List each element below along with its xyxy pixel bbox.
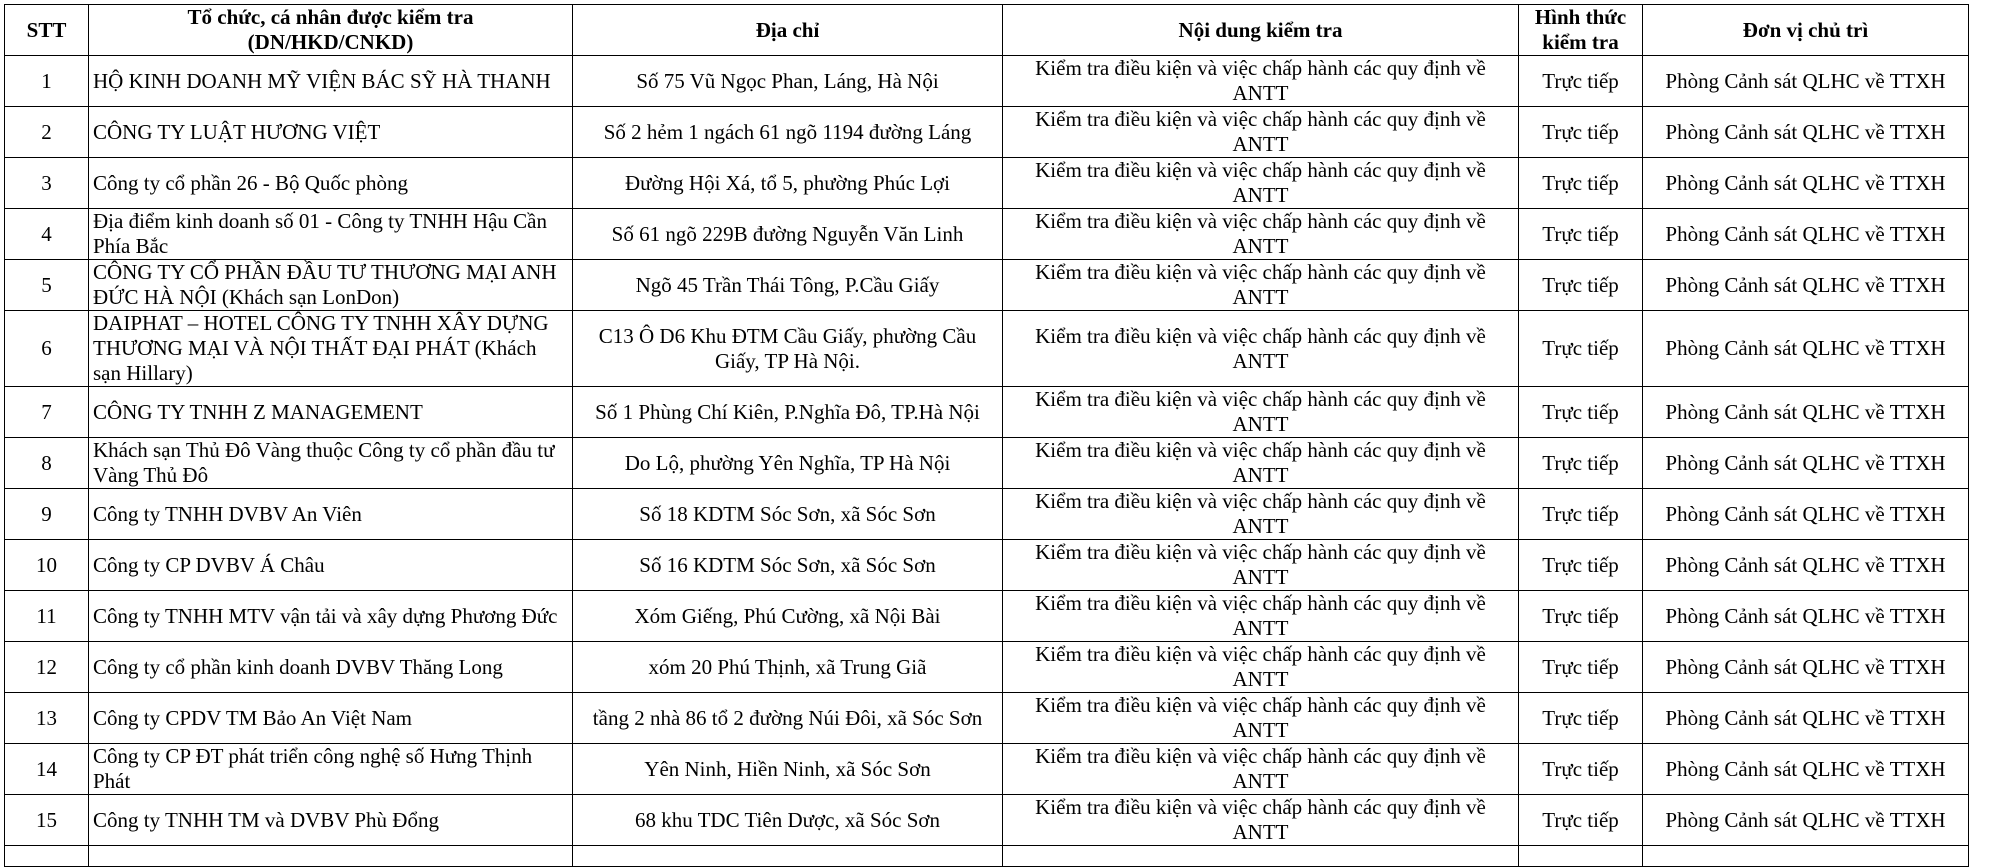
row-content: Kiểm tra điều kiện và việc chấp hành các quy định về ANTT xyxy=(1003,56,1519,107)
row-unit: Phòng Cảnh sát QLHC về TTXH xyxy=(1643,311,1969,387)
row-unit: Phòng Cảnh sát QLHC về TTXH xyxy=(1643,438,1969,489)
header-content xyxy=(1003,5,1519,56)
row-form: Trực tiếp xyxy=(1519,693,1643,744)
header-entity-line2: (DN/HKD/CNKD) xyxy=(247,30,414,54)
row-form: Trực tiếp xyxy=(1519,591,1643,642)
row-content: Kiểm tra điều kiện và việc chấp hành các quy định về ANTT xyxy=(1003,693,1519,744)
table-row xyxy=(5,107,1969,158)
row-entity-name: Công ty CPDV TM Bảo An Việt Nam xyxy=(89,693,573,744)
table-row xyxy=(5,387,1969,438)
row-content: Kiểm tra điều kiện và việc chấp hành các quy định về ANTT xyxy=(1003,744,1519,795)
table-row xyxy=(5,489,1969,540)
empty-cell xyxy=(5,846,89,867)
row-entity-name: CÔNG TY LUẬT HƯƠNG VIỆT xyxy=(89,107,573,158)
row-form: Trực tiếp xyxy=(1519,795,1643,846)
row-address: Số 2 hẻm 1 ngách 61 ngõ 1194 đường Láng xyxy=(573,107,1003,158)
row-address: 68 khu TDC Tiên Dược, xã Sóc Sơn xyxy=(573,795,1003,846)
row-unit: Phòng Cảnh sát QLHC về TTXH xyxy=(1643,489,1969,540)
table-row xyxy=(5,158,1969,209)
row-unit: Phòng Cảnh sát QLHC về TTXH xyxy=(1643,642,1969,693)
row-content: Kiểm tra điều kiện và việc chấp hành các quy định về ANTT xyxy=(1003,489,1519,540)
row-stt: 11 xyxy=(5,591,89,642)
header-content-label: Nội dung kiểm tra xyxy=(1178,17,1343,42)
row-stt: 3 xyxy=(5,158,89,209)
row-stt: 6 xyxy=(5,311,89,387)
table-row xyxy=(5,591,1969,642)
row-content: Kiểm tra điều kiện và việc chấp hành các quy định về ANTT xyxy=(1003,438,1519,489)
row-unit: Phòng Cảnh sát QLHC về TTXH xyxy=(1643,260,1969,311)
row-stt: 12 xyxy=(5,642,89,693)
row-entity-name: HỘ KINH DOANH MỸ VIỆN BÁC SỸ HÀ THANH xyxy=(89,56,573,107)
row-stt: 2 xyxy=(5,107,89,158)
empty-cell xyxy=(89,846,573,867)
row-address: Số 18 KDTM Sóc Sơn, xã Sóc Sơn xyxy=(573,489,1003,540)
row-entity-name: Công ty TNHH MTV vận tải và xây dựng Phương Đức xyxy=(89,591,573,642)
row-stt: 15 xyxy=(5,795,89,846)
row-unit: Phòng Cảnh sát QLHC về TTXH xyxy=(1643,591,1969,642)
row-form: Trực tiếp xyxy=(1519,56,1643,107)
row-stt: 9 xyxy=(5,489,89,540)
row-form: Trực tiếp xyxy=(1519,209,1643,260)
row-stt: 8 xyxy=(5,438,89,489)
header-unit-label: Đơn vị chủ trì xyxy=(1742,17,1869,42)
header-address xyxy=(573,5,1003,56)
empty-cell xyxy=(1643,846,1969,867)
row-unit: Phòng Cảnh sát QLHC về TTXH xyxy=(1643,107,1969,158)
table-row xyxy=(5,209,1969,260)
row-content: Kiểm tra điều kiện và việc chấp hành các quy định về ANTT xyxy=(1003,795,1519,846)
table-row xyxy=(5,260,1969,311)
row-entity-name: CÔNG TY TNHH Z MANAGEMENT xyxy=(89,387,573,438)
row-address: Do Lộ, phường Yên Nghĩa, TP Hà Nội xyxy=(573,438,1003,489)
row-stt: 14 xyxy=(5,744,89,795)
row-content: Kiểm tra điều kiện và việc chấp hành các quy định về ANTT xyxy=(1003,107,1519,158)
row-address: xóm 20 Phú Thịnh, xã Trung Giã xyxy=(573,642,1003,693)
row-stt: 1 xyxy=(5,56,89,107)
row-address: Số 61 ngõ 229B đường Nguyễn Văn Linh xyxy=(573,209,1003,260)
row-form: Trực tiếp xyxy=(1519,107,1643,158)
row-form: Trực tiếp xyxy=(1519,642,1643,693)
row-entity-name: Công ty TNHH DVBV An Viên xyxy=(89,489,573,540)
table-row xyxy=(5,540,1969,591)
table-row xyxy=(5,438,1969,489)
row-unit: Phòng Cảnh sát QLHC về TTXH xyxy=(1643,540,1969,591)
row-entity-name: Công ty CP DVBV Á Châu xyxy=(89,540,573,591)
row-entity-name: Công ty CP ĐT phát triển công nghệ số Hưng Thịnh Phát xyxy=(89,744,573,795)
header-entity-line1: Tổ chức, cá nhân được kiểm tra xyxy=(187,5,474,29)
row-entity-name: CÔNG TY CỔ PHẦN ĐẦU TƯ THƯƠNG MẠI ANH ĐỨC HÀ NỘI (Khách sạn LonDon) xyxy=(89,260,573,311)
table-row-partial xyxy=(5,846,1969,867)
row-entity-name: Địa điểm kinh doanh số 01 - Công ty TNHH Hậu Cần Phía Bắc xyxy=(89,209,573,260)
row-entity-name: Công ty cổ phần kinh doanh DVBV Thăng Long xyxy=(89,642,573,693)
row-entity-name: DAIPHAT – HOTEL CÔNG TY TNHH XÂY DỰNG THƯƠNG MẠI VÀ NỘI THẤT ĐẠI PHÁT (Khách sạn Hillary) xyxy=(89,311,573,387)
row-unit: Phòng Cảnh sát QLHC về TTXH xyxy=(1643,744,1969,795)
inspection-table xyxy=(4,4,1969,867)
row-content: Kiểm tra điều kiện và việc chấp hành các quy định về ANTT xyxy=(1003,311,1519,387)
header-entity xyxy=(89,5,573,56)
row-form: Trực tiếp xyxy=(1519,158,1643,209)
header-unit xyxy=(1643,5,1969,56)
row-address: Yên Ninh, Hiền Ninh, xã Sóc Sơn xyxy=(573,744,1003,795)
row-unit: Phòng Cảnh sát QLHC về TTXH xyxy=(1643,795,1969,846)
row-entity-name: Công ty cổ phần 26 - Bộ Quốc phòng xyxy=(89,158,573,209)
table-body xyxy=(5,56,1969,867)
row-address: tầng 2 nhà 86 tổ 2 đường Núi Đôi, xã Sóc Sơn xyxy=(573,693,1003,744)
header-row xyxy=(5,5,1969,56)
header-form-line1: Hình thức xyxy=(1534,5,1627,29)
row-stt: 5 xyxy=(5,260,89,311)
row-content: Kiểm tra điều kiện và việc chấp hành các quy định về ANTT xyxy=(1003,158,1519,209)
row-address: Số 75 Vũ Ngọc Phan, Láng, Hà Nội xyxy=(573,56,1003,107)
row-stt: 10 xyxy=(5,540,89,591)
table-row xyxy=(5,56,1969,107)
row-form: Trực tiếp xyxy=(1519,744,1643,795)
header-stt-label: STT xyxy=(26,17,67,42)
table-row xyxy=(5,311,1969,387)
row-form: Trực tiếp xyxy=(1519,387,1643,438)
empty-cell xyxy=(1519,846,1643,867)
row-content: Kiểm tra điều kiện và việc chấp hành các quy định về ANTT xyxy=(1003,209,1519,260)
empty-cell xyxy=(573,846,1003,867)
row-form: Trực tiếp xyxy=(1519,260,1643,311)
row-unit: Phòng Cảnh sát QLHC về TTXH xyxy=(1643,209,1969,260)
row-stt: 13 xyxy=(5,693,89,744)
row-unit: Phòng Cảnh sát QLHC về TTXH xyxy=(1643,693,1969,744)
empty-cell xyxy=(1003,846,1519,867)
row-entity-name: Công ty TNHH TM và DVBV Phù Đổng xyxy=(89,795,573,846)
row-content: Kiểm tra điều kiện và việc chấp hành các quy định về ANTT xyxy=(1003,540,1519,591)
row-address: Ngõ 45 Trần Thái Tông, P.Cầu Giấy xyxy=(573,260,1003,311)
row-stt: 7 xyxy=(5,387,89,438)
row-address: Xóm Giếng, Phú Cường, xã Nội Bài xyxy=(573,591,1003,642)
row-content: Kiểm tra điều kiện và việc chấp hành các quy định về ANTT xyxy=(1003,387,1519,438)
row-unit: Phòng Cảnh sát QLHC về TTXH xyxy=(1643,158,1969,209)
table-row xyxy=(5,693,1969,744)
header-address-label: Địa chỉ xyxy=(755,17,820,42)
table-row xyxy=(5,744,1969,795)
header-stt xyxy=(5,5,89,56)
row-form: Trực tiếp xyxy=(1519,438,1643,489)
row-content: Kiểm tra điều kiện và việc chấp hành các quy định về ANTT xyxy=(1003,642,1519,693)
row-content: Kiểm tra điều kiện và việc chấp hành các quy định về ANTT xyxy=(1003,260,1519,311)
row-address: Đường Hội Xá, tổ 5, phường Phúc Lợi xyxy=(573,158,1003,209)
row-entity-name: Khách sạn Thủ Đô Vàng thuộc Công ty cổ phần đầu tư Vàng Thủ Đô xyxy=(89,438,573,489)
row-address: Số 1 Phùng Chí Kiên, P.Nghĩa Đô, TP.Hà Nội xyxy=(573,387,1003,438)
row-address: C13 Ô D6 Khu ĐTM Cầu Giấy, phường Cầu Giấy, TP Hà Nội. xyxy=(573,311,1003,387)
row-stt: 4 xyxy=(5,209,89,260)
header-form-line2: kiểm tra xyxy=(1542,30,1619,54)
table-row xyxy=(5,795,1969,846)
row-unit: Phòng Cảnh sát QLHC về TTXH xyxy=(1643,387,1969,438)
row-address: Số 16 KDTM Sóc Sơn, xã Sóc Sơn xyxy=(573,540,1003,591)
row-form: Trực tiếp xyxy=(1519,540,1643,591)
row-content: Kiểm tra điều kiện và việc chấp hành các quy định về ANTT xyxy=(1003,591,1519,642)
row-unit: Phòng Cảnh sát QLHC về TTXH xyxy=(1643,56,1969,107)
header-form xyxy=(1519,5,1643,56)
table-row xyxy=(5,642,1969,693)
row-form: Trực tiếp xyxy=(1519,489,1643,540)
row-form: Trực tiếp xyxy=(1519,311,1643,387)
